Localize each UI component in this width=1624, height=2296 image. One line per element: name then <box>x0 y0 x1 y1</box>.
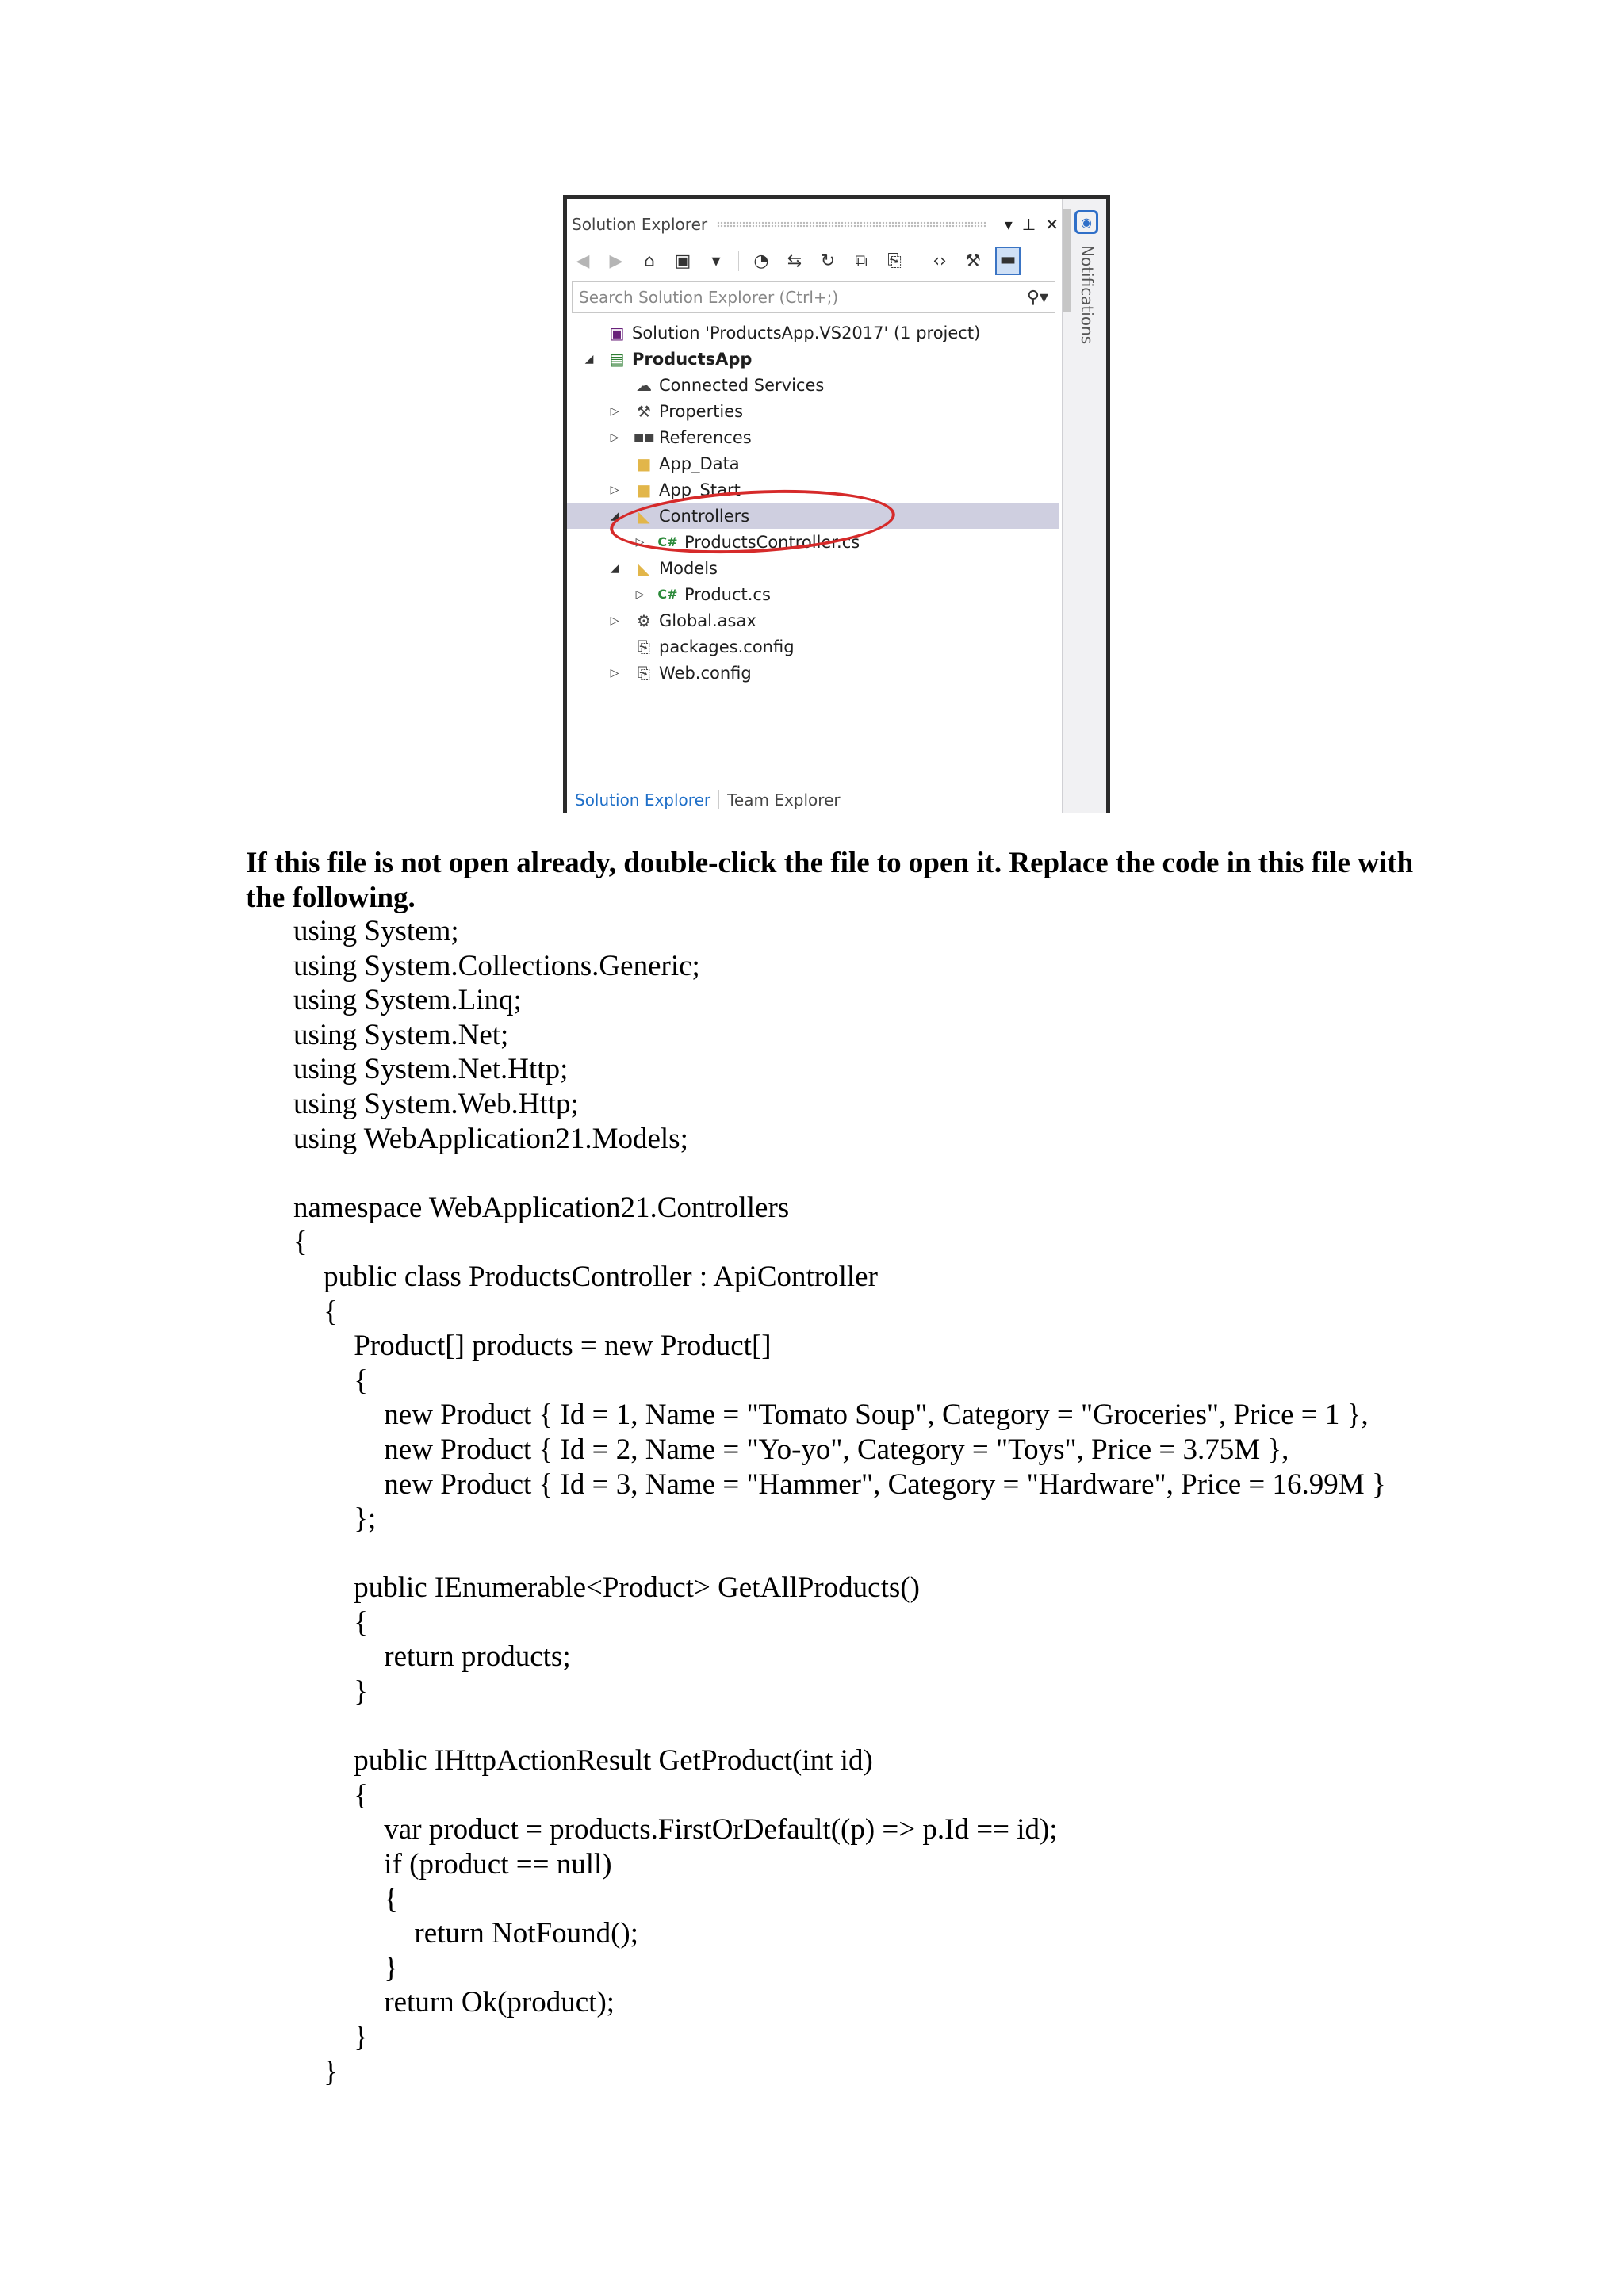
preview-selected-items-icon[interactable]: ▬ <box>995 247 1021 275</box>
wrench-icon: ⚒ <box>637 401 651 421</box>
notifications-side-panel <box>1062 199 1106 813</box>
code-line: return NotFound(); <box>414 1917 638 1950</box>
tree-item-models[interactable] <box>567 555 1059 581</box>
expanded-arrow-icon[interactable]: ◢ <box>610 509 619 522</box>
config-file-icon: ⎘ <box>638 663 650 683</box>
tree-item-label: App_Data <box>659 453 740 473</box>
panel-title: Solution Explorer <box>572 215 708 234</box>
csharp-file-icon: C# <box>657 534 678 549</box>
expanded-arrow-icon[interactable]: ◢ <box>610 561 619 575</box>
window-position-dropdown-icon[interactable]: ▾ <box>1004 215 1013 234</box>
tree-item-app-data[interactable] <box>567 450 1059 476</box>
tree-item-label: App_Start <box>659 480 741 499</box>
tree-item-product-cs[interactable] <box>567 581 1059 607</box>
panel-tab-strip <box>567 786 1059 813</box>
tree-item-project[interactable] <box>567 346 1059 372</box>
tree-item-packages-config[interactable] <box>567 633 1059 660</box>
code-line: return products; <box>384 1640 571 1674</box>
solution-explorer-panel <box>563 195 1110 813</box>
tree-item-label: packages.config <box>659 637 795 656</box>
tree-item-connected-services[interactable] <box>567 372 1059 398</box>
notifications-tab-label[interactable]: Notifications <box>1078 245 1097 345</box>
project-icon: ▤ <box>609 349 625 369</box>
instruction-paragraph: If this file is not open already, double-click the file to open it. Replace the code in this file with the following. <box>246 847 1414 914</box>
code-line: var product = products.FirstOrDefault((p) => p.Id == id); <box>384 1813 1058 1846</box>
tree-item-solution[interactable] <box>567 320 1059 346</box>
code-line: new Product { Id = 2, Name = "Yo-yo", Category = "Toys", Price = 3.75M }, <box>384 1433 1289 1466</box>
back-icon[interactable]: ◀ <box>576 251 590 271</box>
tree-item-label: Product.cs <box>684 584 771 604</box>
code-line: if (product == null) <box>384 1848 612 1881</box>
properties-wrench-icon[interactable]: ⚒ <box>965 251 981 271</box>
sync-with-active-document-icon[interactable]: ⇆ <box>787 251 802 271</box>
toolbar-separator <box>738 251 739 271</box>
code-line: new Product { Id = 1, Name = "Tomato Soup", Category = "Groceries", Price = 1 }, <box>384 1399 1369 1432</box>
notifications-icon[interactable]: ◉ <box>1074 210 1098 234</box>
code-line: { <box>354 1778 368 1812</box>
tree-item-label: References <box>659 427 752 447</box>
code-line: Product[] products = new Product[] <box>354 1330 772 1363</box>
expanded-arrow-icon[interactable]: ◢ <box>584 352 594 365</box>
tree-item-label: Web.config <box>659 663 752 683</box>
code-line <box>246 1156 1610 1191</box>
global-asax-icon: ⚙ <box>637 610 651 630</box>
code-line: using System.Net.Http; <box>293 1053 569 1086</box>
code-line: using System.Web.Http; <box>293 1087 579 1120</box>
forward-icon[interactable]: ▶ <box>609 251 623 271</box>
switch-views-icon[interactable]: ▣ <box>674 251 691 271</box>
drag-grip[interactable] <box>717 221 986 228</box>
code-line: { <box>293 1226 308 1259</box>
code-line: } <box>324 2055 338 2088</box>
connected-services-icon: ☁ <box>636 375 652 395</box>
code-line: using System.Net; <box>293 1018 509 1051</box>
code-line: } <box>354 1675 368 1709</box>
collapsed-arrow-icon[interactable]: ▷ <box>635 587 645 601</box>
tree-item-label: Properties <box>659 401 744 421</box>
pin-icon[interactable]: ⊥ <box>1021 215 1036 234</box>
code-line: namespace WebApplication21.Controllers <box>293 1191 790 1224</box>
search-icon[interactable]: ⚲▾ <box>1026 287 1048 308</box>
collapsed-arrow-icon[interactable]: ▷ <box>610 614 619 627</box>
folder-icon: ■ <box>636 453 652 473</box>
code-line: public IHttpActionResult GetProduct(int id) <box>354 1744 873 1777</box>
tab-solution-explorer[interactable]: Solution Explorer <box>567 790 719 809</box>
tree-item-label: Connected Services <box>659 375 825 395</box>
tree-item-references[interactable] <box>567 424 1059 450</box>
code-line: return Ok(product); <box>384 1986 615 2019</box>
code-line: using System.Linq; <box>293 984 522 1017</box>
pending-changes-filter-icon[interactable]: ◔ <box>753 251 769 271</box>
references-icon: ■■ <box>634 430 655 444</box>
solution-icon: ▣ <box>609 323 625 342</box>
solution-explorer-titlebar <box>572 213 1059 235</box>
folder-icon: ■ <box>636 480 652 499</box>
code-listing <box>246 914 1610 2089</box>
code-line <box>246 1536 1610 1571</box>
tree-item-label: Global.asax <box>659 610 756 630</box>
tree-item-label: Solution 'ProductsApp.VS2017' (1 project) <box>632 323 981 342</box>
collapsed-arrow-icon[interactable]: ▷ <box>610 404 619 418</box>
code-line: using WebApplication21.Models; <box>293 1122 688 1155</box>
tree-item-global-asax[interactable] <box>567 607 1059 633</box>
search-placeholder: Search Solution Explorer (Ctrl+;) <box>579 288 839 307</box>
code-line: public IEnumerable<Product> GetAllProducts() <box>354 1571 920 1605</box>
home-icon[interactable]: ⌂ <box>644 251 655 271</box>
code-line <box>246 1709 1610 1744</box>
folder-open-icon: ◣ <box>638 506 650 526</box>
tree-item-label: Models <box>659 558 718 578</box>
code-line: }; <box>354 1502 377 1536</box>
code-line: { <box>384 1882 399 1915</box>
tree-item-label: ProductsApp <box>632 349 753 369</box>
collapsed-arrow-icon[interactable]: ▷ <box>635 535 645 549</box>
code-line: public class ProductsController : ApiController <box>324 1260 878 1293</box>
tab-team-explorer[interactable]: Team Explorer <box>727 790 841 809</box>
code-line: { <box>324 1295 338 1328</box>
tree-item-label: ProductsController.cs <box>684 532 860 552</box>
view-code-icon[interactable]: ‹› <box>933 251 947 271</box>
solution-explorer-toolbar <box>572 245 1059 277</box>
tree-item-properties[interactable] <box>567 398 1059 424</box>
tree-item-web-config[interactable] <box>567 660 1059 686</box>
code-line: using System.Collections.Generic; <box>293 949 700 982</box>
tree-item-label: Controllers <box>659 506 750 526</box>
config-file-icon: ⎘ <box>638 637 650 656</box>
folder-open-icon: ◣ <box>638 558 650 578</box>
show-all-files-icon[interactable]: ⎘ <box>887 251 902 271</box>
code-line: using System; <box>293 915 459 947</box>
switch-views-dropdown-icon[interactable]: ▾ <box>711 251 721 271</box>
collapsed-arrow-icon[interactable]: ▷ <box>610 666 619 679</box>
code-line: new Product { Id = 3, Name = "Hammer", Category = "Hardware", Price = 16.99M } <box>384 1468 1386 1501</box>
code-line: { <box>354 1364 368 1397</box>
search-input[interactable] <box>572 281 1055 313</box>
close-icon[interactable]: ✕ <box>1045 215 1059 234</box>
refresh-icon[interactable]: ↻ <box>820 251 836 271</box>
code-line: } <box>354 2021 368 2053</box>
collapsed-arrow-icon[interactable]: ▷ <box>610 430 619 444</box>
scrollbar[interactable] <box>1063 209 1071 312</box>
collapse-all-icon[interactable]: ⧉ <box>855 251 868 271</box>
code-line: } <box>384 1951 399 1984</box>
collapsed-arrow-icon[interactable]: ▷ <box>610 483 619 496</box>
code-line: { <box>354 1605 368 1639</box>
csharp-file-icon: C# <box>657 587 678 602</box>
